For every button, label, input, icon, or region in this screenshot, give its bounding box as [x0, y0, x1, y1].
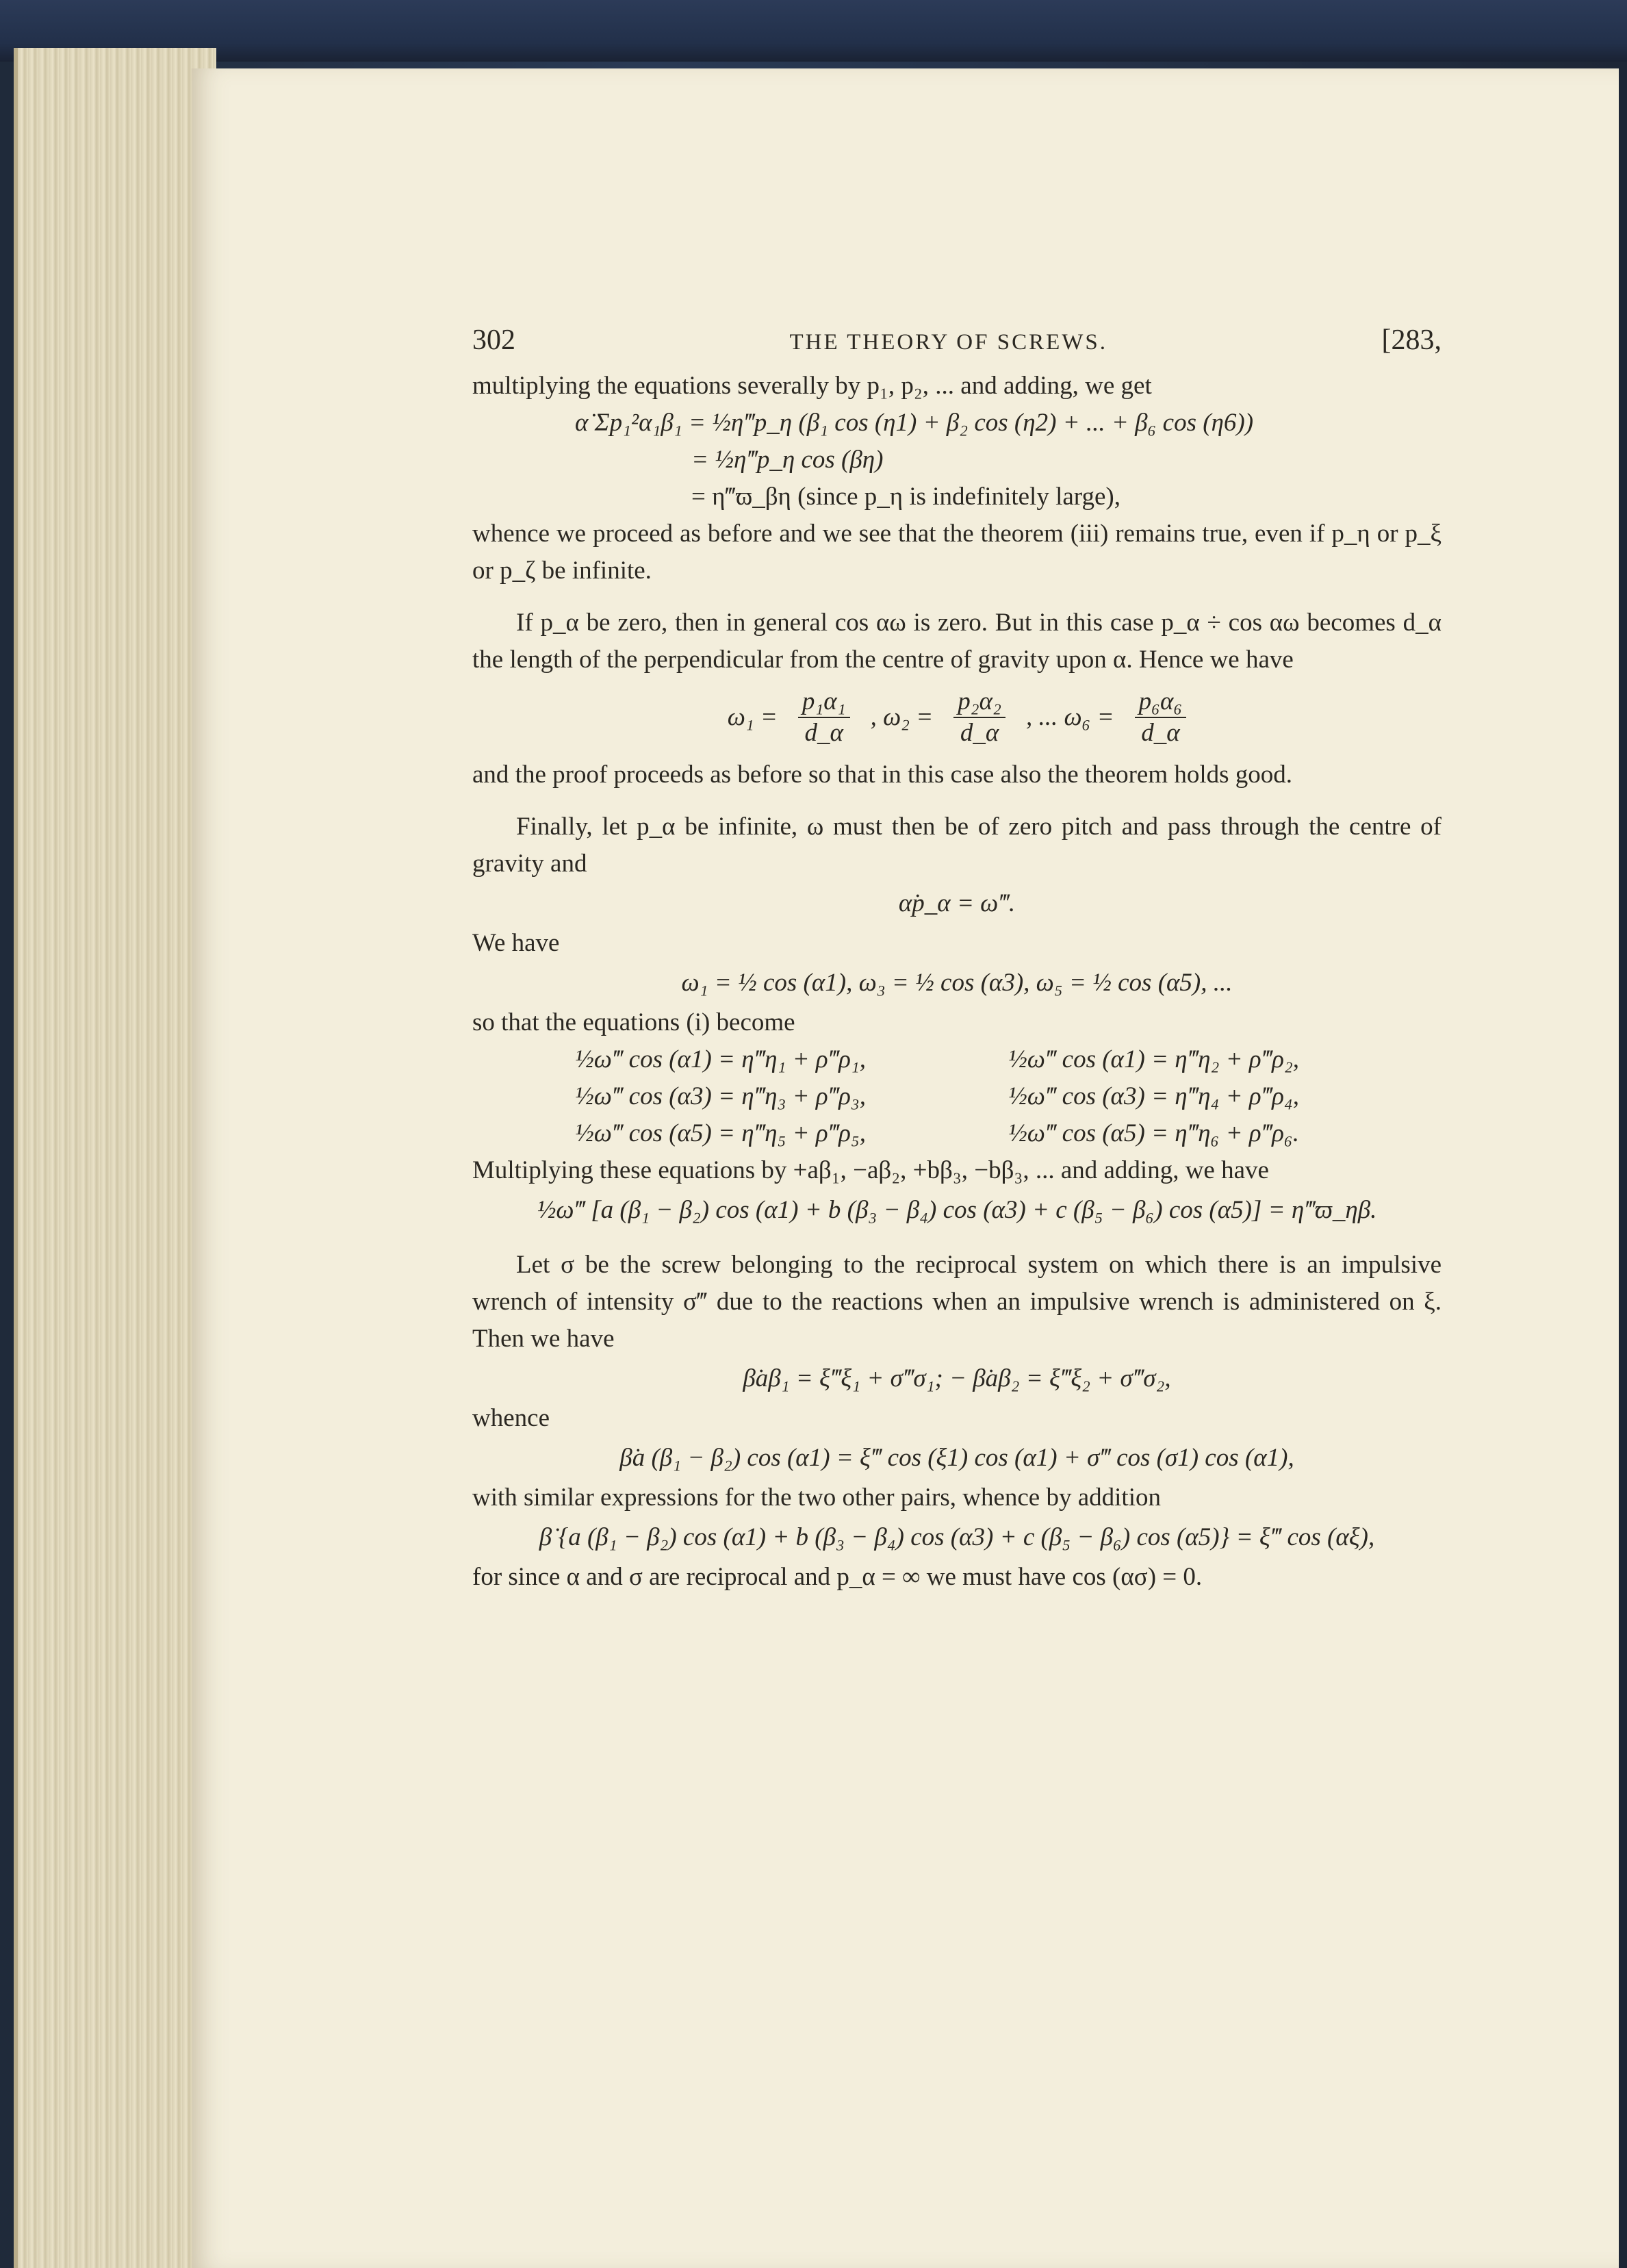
equation-term: ω₁ = — [727, 703, 778, 731]
denominator: d_α — [1141, 719, 1180, 747]
numerator: p₂α₂ — [953, 687, 1005, 718]
denominator: d_α — [960, 719, 999, 747]
equation-term: , ω₂ = — [870, 703, 934, 731]
paragraph: If p_α be zero, then in general cos αω is zero. But in this case p_α ÷ cos αω becomes d_α the length of the perpendicular from the centre of gravity upon α. Hence we have — [472, 609, 1442, 674]
equation: β̇aβ₁ = ξ‴ξ₁ + σ‴σ₁; − β̇aβ₂ = ξ‴ξ₂ + σ‴σ₂, — [743, 1364, 1171, 1392]
equation: ½ω‴ cos (α3) = η‴η₄ + ρ‴ρ₄, — [1008, 1082, 1300, 1110]
equation: ω₁ = ½ cos (α1), ω₃ = ½ cos (α3), ω₅ = ½ cos (α5), ... — [681, 969, 1233, 997]
numerator: p₆α₆ — [1135, 687, 1187, 718]
paragraph: whence we proceed as before and we see that the theorem (iii) remains true, even if p_η or p_ξ or p_ζ be infinite. — [472, 520, 1442, 585]
equation: ½ω‴ [a (β₁ − β₂) cos (α1) + b (β₃ − β₄) cos (α3) + c (β₅ − β₆) cos (α5)] = η‴ϖ_ηβ. — [537, 1196, 1377, 1224]
equation: = η‴ϖ_βη (since p_η is indefinitely large), — [691, 483, 1120, 511]
running-title: THE THEORY OF SCREWS. — [789, 330, 1108, 355]
paragraph: Let σ be the screw belonging to the reciprocal system on which there is an impulsive wrench of intensity σ‴ due to the reactions when an impulsive wrench is administered on ξ. Then we have — [472, 1251, 1442, 1353]
paragraph: so that the equations (i) become — [472, 1008, 795, 1036]
book-cover-top — [0, 0, 1627, 62]
paragraph: with similar expressions for the two other pairs, whence by addition — [472, 1483, 1161, 1512]
equation: β̇a (β₁ − β₂) cos (α1) = ξ‴ cos (ξ1) cos (α1) + σ‴ cos (σ1) cos (α1), — [619, 1444, 1294, 1472]
equation: = ½η‴p_η cos (βη) — [691, 446, 884, 474]
equation-system — [472, 1041, 1442, 1152]
denominator: d_α — [804, 719, 843, 747]
equation: β̇ {a (β₁ − β₂) cos (α1) + b (β₃ − β₄) cos (α3) + c (β₅ − β₆) cos (α5)} = ξ‴ cos (αξ), — [539, 1523, 1375, 1551]
page-content — [472, 322, 1442, 1596]
paragraph: whence — [472, 1404, 550, 1432]
equation-term: , ... ω₆ = — [1025, 703, 1114, 731]
equation: ½ω‴ cos (α5) = η‴η₆ + ρ‴ρ₆. — [1008, 1119, 1300, 1147]
fraction — [1135, 687, 1187, 748]
equation: α̇p_α = ω‴. — [898, 889, 1016, 917]
fraction — [953, 687, 1005, 748]
paragraph: Finally, let p_α be infinite, ω must then be of zero pitch and pass through the centre of gravity and — [472, 813, 1442, 878]
page-number: 302 — [472, 324, 515, 356]
fraction — [798, 687, 850, 748]
paragraph: for since α and σ are reciprocal and p_α = ∞ we must have cos (ασ) = 0. — [472, 1563, 1203, 1591]
numerator: p₁α₁ — [798, 687, 850, 718]
paragraph: Multiplying these equations by +aβ₁, −aβ₂, +bβ₃, −bβ₃, ... and adding, we have — [472, 1156, 1269, 1184]
equation: α̇ Σp₁²α₁β₁ = ½η‴p_η (β₁ cos (η1) + β₂ cos (η2) + ... + β₆ cos (η6)) — [575, 409, 1254, 437]
page-header — [472, 322, 1442, 361]
equation: ½ω‴ cos (α3) = η‴η₃ + ρ‴ρ₃, — [575, 1082, 867, 1110]
page-edges — [14, 48, 216, 2268]
equation: ½ω‴ cos (α5) = η‴η₅ + ρ‴ρ₅, — [575, 1119, 867, 1147]
paragraph: and the proof proceeds as before so that in this case also the theorem holds good. — [472, 761, 1293, 789]
equation: ½ω‴ cos (α1) = η‴η₁ + ρ‴ρ₁, — [575, 1045, 867, 1073]
paragraph: We have — [472, 929, 560, 957]
equation: ½ω‴ cos (α1) = η‴η₂ + ρ‴ρ₂, — [1008, 1045, 1300, 1073]
section-number: [283, — [1381, 324, 1442, 356]
fraction-equation — [472, 687, 1442, 748]
paragraph: multiplying the equations severally by p₁, p₂, ... and adding, we get — [472, 372, 1152, 400]
